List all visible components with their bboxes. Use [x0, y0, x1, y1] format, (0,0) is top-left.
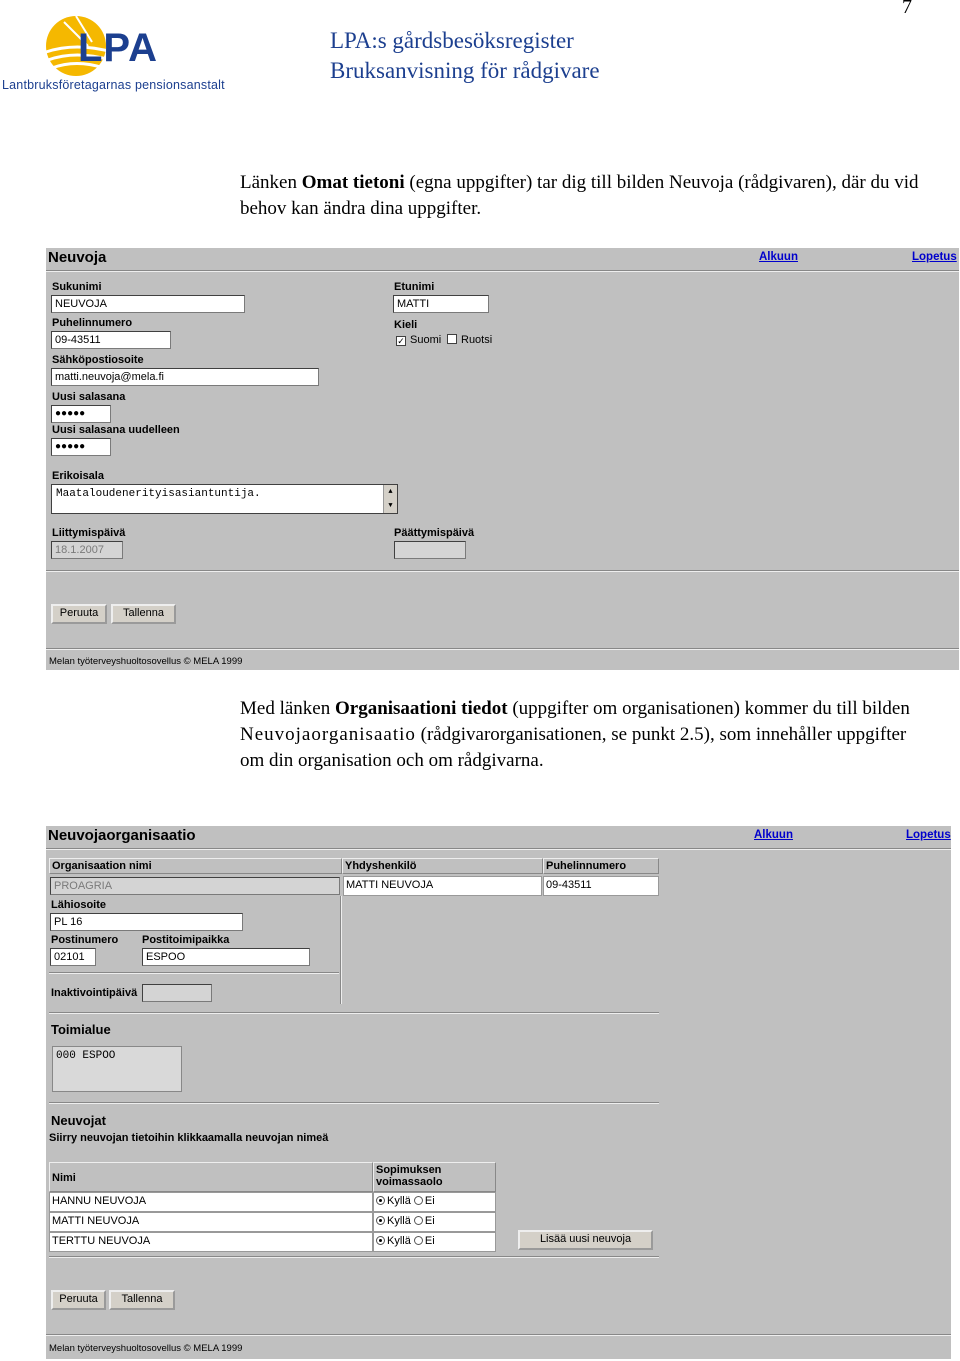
yes-label: Kyllä	[387, 1195, 411, 1207]
lang-finnish-option[interactable]	[396, 334, 441, 346]
firstname-label: Etunimi	[394, 281, 435, 293]
repeat-password-input[interactable]: ●●●●●	[51, 438, 111, 456]
address-label: Lähiosoite	[51, 899, 107, 911]
area-listbox[interactable]	[52, 1046, 182, 1092]
language-label: Kieli	[394, 319, 418, 331]
neuvoja-screenshot	[46, 248, 959, 670]
advisor-contract-options	[373, 1232, 496, 1252]
advisor-name-link[interactable]: TERTTU NEUVOJA	[49, 1232, 373, 1252]
page-number: 7	[902, 0, 912, 18]
divider	[46, 570, 959, 572]
link-lopetus[interactable]: Lopetus	[912, 251, 957, 263]
radio-no[interactable]	[414, 1196, 423, 1205]
yes-label: Kyllä	[387, 1235, 411, 1247]
form-title: Neuvojaorganisaatio	[48, 827, 196, 844]
checkbox-checked-icon[interactable]: ✓	[397, 336, 405, 346]
contact-value: MATTI NEUVOJA	[343, 876, 542, 896]
phone-label: Puhelinnumero	[52, 317, 133, 329]
advisor-name-link[interactable]: HANNU NEUVOJA	[49, 1192, 373, 1212]
neuvojaorganisaatio-screenshot	[46, 826, 951, 1359]
header-line-2: Bruksanvisning för rådgivare	[330, 58, 600, 83]
col-contract-header: Sopimuksen voimassaolo	[373, 1162, 496, 1192]
address-input[interactable]: PL 16	[50, 913, 243, 931]
save-button[interactable]: Tallenna	[111, 604, 176, 624]
cancel-button[interactable]: Peruuta	[51, 604, 107, 624]
email-label: Sähköpostiosoite	[52, 354, 144, 366]
join-date-label: Liittymispäivä	[52, 527, 126, 539]
postcode-label: Postinumero	[51, 934, 119, 946]
checkbox-icon[interactable]	[447, 334, 457, 344]
scroll-up-icon[interactable]: ▲	[388, 488, 393, 496]
org-name-input: PROAGRIA	[50, 877, 340, 895]
scroll-down-icon[interactable]: ▼	[388, 502, 393, 510]
app-footer: Melan työterveyshuoltosovellus © MELA 1999	[49, 1343, 243, 1354]
para2-bold: Organisaationi tiedot	[334, 698, 508, 719]
lpa-logo	[2, 8, 262, 98]
phone-value: 09-43511	[543, 876, 659, 896]
new-password-input[interactable]: ●●●●●	[51, 405, 111, 423]
end-date-label: Päättymispäivä	[394, 527, 475, 539]
inactivation-label: Inaktivointipäivä	[51, 987, 138, 999]
save-button[interactable]: Tallenna	[109, 1290, 175, 1310]
no-label: Ei	[424, 1215, 435, 1227]
postcode-input[interactable]: 02101	[50, 948, 96, 966]
divider	[49, 972, 339, 974]
repeat-password-label: Uusi salasana uudelleen	[52, 424, 180, 436]
area-title: Toimialue	[51, 1022, 111, 1037]
para2-text-2: (uppgifter om organisationen) kommer du till bilden	[507, 698, 910, 719]
postoffice-label: Postitoimipaikka	[142, 934, 230, 946]
specialty-label: Erikoisala	[52, 470, 104, 482]
link-lopetus[interactable]: Lopetus	[906, 829, 951, 841]
link-alkuun[interactable]: Alkuun	[759, 251, 798, 263]
advisors-note: Siirry neuvojan tietoihin klikkaamalla neuvojan nimeä	[49, 1132, 329, 1144]
yes-label: Kyllä	[387, 1215, 411, 1227]
surname-label: Sukunimi	[52, 281, 102, 293]
phone-input[interactable]: 09-43511	[51, 331, 171, 349]
advisor-contract-options	[373, 1192, 496, 1212]
advisors-title: Neuvojat	[51, 1113, 106, 1128]
no-label: Ei	[424, 1235, 435, 1247]
new-password-label: Uusi salasana	[52, 391, 126, 403]
radio-yes[interactable]	[376, 1196, 385, 1205]
end-date-input[interactable]	[394, 541, 466, 559]
paragraph-1	[240, 170, 920, 222]
para1-bold: Omat tietoni	[301, 172, 405, 193]
divider	[46, 270, 959, 272]
radio-no[interactable]	[414, 1216, 423, 1225]
firstname-input[interactable]: MATTI	[393, 295, 489, 313]
radio-no[interactable]	[414, 1236, 423, 1245]
no-label: Ei	[424, 1195, 435, 1207]
para1-text-1: Länken	[240, 172, 302, 193]
logo-name: LPA	[78, 26, 159, 70]
header-line-1: LPA:s gårdsbesöksregister	[330, 28, 574, 53]
lang-finnish-label: Suomi	[410, 334, 442, 346]
surname-input[interactable]: NEUVOJA	[51, 295, 245, 313]
area-item[interactable]: 000 ESPOO	[56, 1050, 116, 1062]
add-advisor-button[interactable]: Lisää uusi neuvoja	[518, 1230, 653, 1250]
org-name-header: Organisaation nimi	[49, 858, 342, 874]
paragraph-2	[240, 696, 920, 774]
para1-text-2: (egna uppgifter) tar dig till bilden Neuvoja (rådgivaren), där du vid behov kan ändra dina uppgifter.	[240, 172, 919, 219]
radio-yes[interactable]	[376, 1236, 385, 1245]
inactivation-input[interactable]	[142, 984, 212, 1002]
advisor-contract-options	[373, 1212, 496, 1232]
form-title: Neuvoja	[48, 249, 107, 266]
contact-header: Yhdyshenkilö	[342, 858, 543, 874]
advisor-name-link[interactable]: MATTI NEUVOJA	[49, 1212, 373, 1232]
specialty-text: Maataloudenerityisasiantuntija.	[56, 488, 261, 500]
col-name-header: Nimi	[49, 1162, 373, 1192]
para2-text-3: (rådgivarorganisationen, se punkt 2.5), som innehåller uppgifter om din organisation och om rådgivarna.	[240, 724, 907, 771]
join-date-input: 18.1.2007	[51, 541, 123, 559]
divider	[340, 896, 342, 1004]
lang-swedish-label: Ruotsi	[461, 334, 493, 346]
logo-subtitle: Lantbruksföretagarnas pensionsanstalt	[2, 78, 225, 92]
radio-yes[interactable]	[376, 1216, 385, 1225]
divider	[46, 1334, 951, 1336]
document-header	[330, 26, 600, 86]
scrollbar[interactable]	[383, 485, 397, 513]
specialty-textarea[interactable]	[51, 484, 398, 514]
cancel-button[interactable]: Peruuta	[51, 1290, 106, 1310]
lang-swedish-option[interactable]	[447, 334, 492, 346]
para2-spaced-term: Neuvojaorganisaatio	[240, 724, 416, 745]
divider	[46, 648, 959, 650]
para2-text-1: Med länken	[240, 698, 335, 719]
divider	[49, 1012, 659, 1014]
postoffice-input[interactable]: ESPOO	[142, 948, 310, 966]
divider	[46, 848, 951, 850]
divider	[49, 1102, 659, 1104]
divider	[49, 1256, 659, 1258]
phone-header: Puhelinnumero	[543, 858, 659, 874]
link-alkuun[interactable]: Alkuun	[754, 829, 793, 841]
app-footer: Melan työterveyshuoltosovellus © MELA 1999	[49, 656, 243, 667]
email-input[interactable]: matti.neuvoja@mela.fi	[51, 368, 319, 386]
